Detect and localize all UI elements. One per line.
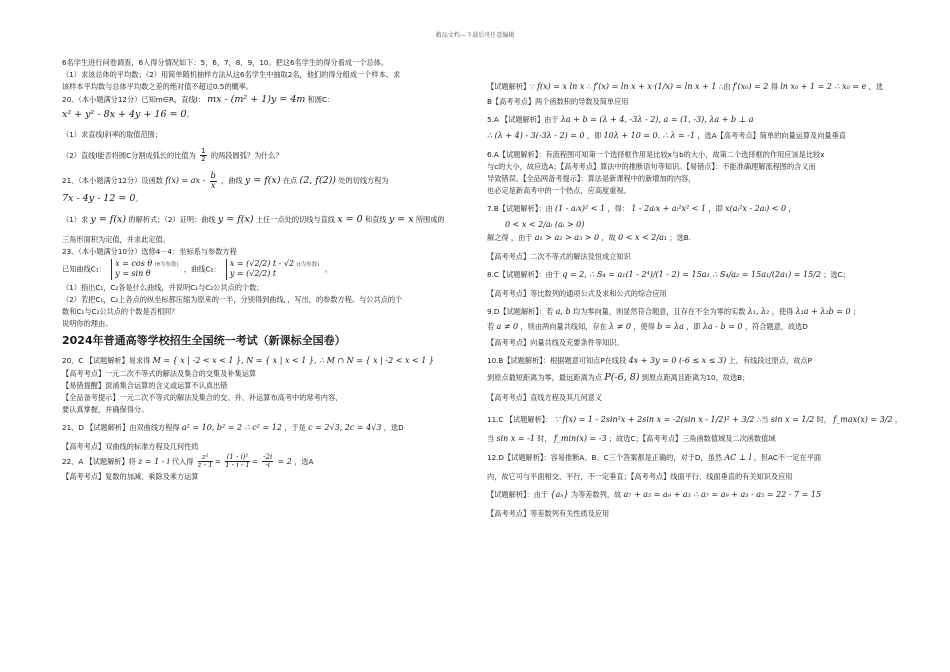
ans9-line2 (487, 322, 892, 332)
ans7-solution: 0 < x < 2/aᵢ (aᵢ > 0) (505, 220, 585, 229)
ratio-num: 1 (201, 146, 206, 155)
q23-part1: （1）指出C₁，C₂各是什么曲线，并说明C₁与C₂公共点的个数； (62, 282, 264, 292)
frac2-den: 1 - i - 1 (225, 460, 250, 469)
q21-part1-a: （1）求 (62, 215, 89, 225)
ans22-line: 22、A 【试题解析】将 z = 1 - i 代入得 $\frac{\text{z²}}{z - 1}$ = $\frac{\text{(1 - i)²}}{1 - i - 1}$ = $\frac{-2i}{-i}$ = 2 ，选A (62, 452, 314, 469)
q21-curve: y = f(x) (244, 175, 281, 187)
ans11-text-b: ∴当 (756, 414, 769, 424)
ans5-line2 (487, 131, 892, 141)
ans9-2d: λ ≠ 0 (609, 322, 631, 331)
ans5-eq2: ∴ (λ + 4) - 3(-3λ - 2) = 0 (487, 131, 585, 140)
ans22-result: = 2 (277, 456, 292, 466)
frac1-num: z² (198, 454, 213, 462)
frac3-num: -2i (263, 452, 273, 461)
q21-part1-b: 的解析式；（2）证明：曲线 (128, 215, 216, 225)
q21-tangent: 7x - 4y - 12 = 0。 (62, 193, 143, 205)
curve-c1-system (111, 259, 178, 280)
q21-text-c: 在点 (282, 176, 298, 186)
ans5-text-c: ，选A【高考考点】简单的向量运算及向量垂直 (697, 131, 846, 140)
ans10-eq: 4x + 3y = 0 (-6 ≤ x ≤ 3) (628, 356, 727, 365)
q23-end: 。 (324, 264, 332, 274)
ans8-text-b: ；选C； (823, 270, 850, 279)
q21-point: (2, f(2)) (299, 175, 336, 187)
ans20-tip2: 要认真掌握，并确保得分。 (62, 404, 149, 414)
ans9-eq: λ₁a + λ₂b = 0 (795, 307, 851, 316)
ans22-frac3 (262, 454, 273, 470)
q21-part1-c: 上任一点处的切线与直线 (255, 215, 335, 225)
c1-x: x = cos θ (115, 258, 153, 268)
q20-ratio-fraction (200, 148, 206, 164)
ans20-keypoint: 【高考考点】一元二次不等式的解法及集合的交集及补集运算 (62, 368, 257, 378)
ans9-2b: a ≠ 0 (496, 322, 519, 331)
ans10-line1 (487, 356, 892, 366)
ans21-line (62, 423, 468, 433)
ans8-eq: q = 2, ∴ S₄ = a₁(1 - 2⁴)/(1 - 2) = 15a₁ ∴ S₄/a₂ = 15a₁/(2a₁) = 15/2 (562, 270, 821, 279)
ans9-text-d: ； (852, 307, 861, 316)
q21-stem (62, 172, 468, 190)
ans7-text-f: ，由于 (510, 233, 533, 242)
q19-line3: 该样本平均数与总体平均数之差的绝对值不超过0.5的概率。 (62, 82, 254, 91)
ans7-text-h: ；选B. (669, 233, 691, 242)
q21-part1-e: 所围成的 (415, 215, 445, 225)
left-column (62, 58, 468, 484)
ans20-line (62, 356, 468, 366)
q23-part3: 说明你的理由。 (62, 318, 113, 328)
q21-curve-ref: y = f(x) (90, 214, 127, 226)
q20-stem (62, 94, 468, 106)
ans6-line3: 导致错误。【全品网备考提示】：算法是新课程中的新增加的内容， (487, 174, 696, 183)
q21-text-b: ，曲线 (221, 176, 243, 186)
ans6-line4: 也必定是新高考中的一个热点，应高度重视。 (487, 186, 631, 195)
q23-stem: 23、（本小题满分10分）选修4－4：坐标系与参数方程 (62, 246, 237, 256)
ans11-2d: f_min(x) = -3 (553, 433, 607, 443)
ans7-eq2: 1 - 2aᵢx + aᵢ²x² < 1 (631, 204, 707, 213)
q21-fraction (210, 172, 217, 190)
c2-param-note: (t为参数) (296, 261, 320, 268)
ans22-frac1 (198, 454, 213, 470)
q20-part2-text: （2）直线l能否将圆C分割成弧长的比值为 (62, 150, 196, 160)
q23-curves (62, 259, 468, 280)
ans7-text-b: ，得： (607, 204, 629, 213)
ans11-text: 11.C 【试题解析】： (487, 414, 553, 424)
ans20-text: 20、C 【试题解析】易求得 (62, 355, 151, 365)
ans7-eq1: (1 - aᵢx)² < 1 (555, 204, 606, 213)
ans13-seq: {aₙ} (550, 489, 569, 499)
ans12-line1 (487, 453, 892, 463)
q21-curve-ref2: y = f(x) (217, 214, 254, 226)
frac1-den: z - 1 (197, 460, 213, 469)
ans23-keypoint: B【高考考点】两个函数积的导数及简单应用 (487, 97, 629, 106)
exam-title: 2024年普通高等学校招生全国统一考试（新课标全国卷） (62, 333, 346, 347)
q21-fraction-num: b (210, 171, 216, 181)
ans9-2c: ，则由两向量共线知，存在 (520, 322, 607, 331)
ans22-text-c: ，选A (294, 456, 314, 466)
ans7-line2 (487, 220, 892, 230)
ans11-2c: 时， (537, 433, 552, 443)
ans10-text-c: 到原点最短距离为零，最远距离为点 (487, 373, 603, 382)
ans11-2a: 当 (487, 433, 495, 443)
q19-line1: 6名学生进行问卷调查，6人得分情况如下：5，6，7，8，9，10。把这6名学生的得分看成一个总体。 (62, 58, 389, 67)
ans7-eq3: x(aᵢ²x - 2aᵢ) < 0 (725, 204, 787, 213)
c1-param-note: (θ为参数) (154, 261, 179, 268)
ans11-eq: ∵ f(x) = 1 - 2sin²x + 2sin x = -2(sin x - 1/2)² + 3/2 (554, 414, 755, 424)
ans9-2i: ，符合题意，故选D (744, 322, 808, 331)
ans11-eq3: f_max(x) = 3/2 (833, 414, 893, 424)
ans12-line2: 内，故它可与平面相交、平行，不一定垂直；【高考考点】线面平行、线面垂直的有关知识及应用 (487, 471, 793, 481)
q20-circle-equation: x² + y² - 8x + 4y + 16 = 0 (62, 108, 187, 120)
q21-fraction-den: x (210, 180, 216, 190)
ans23-text-c: ∴由 (718, 82, 731, 91)
ans22-text-b: 代入得 (171, 456, 194, 466)
ans21-keypoint: 【高考考点】双曲线的标准方程及几何性质 (62, 441, 199, 451)
ans23-fx0: f′(x₀) = 2 (732, 82, 769, 91)
ans13-keypoint: 【高考考点】等差数列有关性质及应用 (487, 508, 610, 518)
ans11-eq2: sin x = 1/2 (770, 414, 815, 424)
ans13-line (487, 490, 892, 500)
ans21-text-b: ，于是 (284, 422, 306, 432)
ans23-result: ln x₀ + 1 = 2 ∴ x₀ = e (780, 82, 867, 91)
q21-part1 (62, 214, 468, 226)
q21-line-yx: y = x (388, 214, 414, 226)
ans20-sets: M = { x | -2 < x < 1 }, N = { x | x < 1 }, ∴ M ∩ N = { x | -2 < x < 1 } (152, 355, 434, 365)
q21-part2: 三角形面积为定值，并求此定值。 (62, 234, 170, 244)
c2-x: x = (√2/2) t - √2 (229, 258, 295, 268)
q23-c2-label: ，曲线C₂： (183, 264, 221, 274)
ans13-eq: a₇ + a₅ = a₉ + a₃ ∴ a₇ = a₉ + a₃ - a₅ = 22 - 7 = 15 (623, 489, 822, 499)
q21-function: f(x) = ax - (165, 176, 206, 186)
ans5-eq3: 10λ + 10 = 0. ∴ λ = -1 (603, 131, 696, 140)
ans10-text-d: 到原点距离且距离为10，故选B； (641, 373, 750, 382)
ans20-tip1: 【全品备考提示】一元二次不等式的解法及集合的交、并、补运算布高考中的常考内容， (62, 392, 343, 402)
q21-text: 21、（本小题满分12分）设函数 (62, 176, 163, 186)
frac2-num: (1 - i)² (226, 452, 249, 461)
ans9-text: 9.D【试题解析】：若 (487, 307, 554, 316)
ans21-text: 21、D 【试题解析】由双曲线方程得 (62, 422, 180, 432)
q21-line-x0: x = 0 (337, 214, 363, 226)
ans9-2g: ，即 (686, 322, 701, 331)
ans22-text: 22、A 【试题解析】将 (62, 456, 136, 466)
ans11-2e: ；故选C；【高考考点】三角函数值域及二次函数值域 (608, 433, 776, 443)
q23-c1-label: 已知曲线C₁： (62, 264, 106, 274)
ans7-text-g: ，故 (601, 233, 616, 242)
q20-part2-text-b: 的两段圆弧？为什么？ (210, 150, 283, 160)
ans7-text: 7.B【试题解析】：由 (487, 204, 553, 213)
ans11-2b: sin x = -1 (496, 433, 535, 443)
q20-text: 20、（本小题满分12分）已知m∈R，直线l： (62, 95, 205, 104)
ans6-line1: 6.A【试题解析】：有流程图可知第一个选择框作用是比较x与b的大小，故第二个选择框的作用应该是比较x (487, 150, 825, 159)
ans22-frac2 (225, 454, 250, 470)
ans8-line (487, 270, 892, 280)
q20-text-b: 和圆C： (307, 95, 335, 104)
ans12-ac: AC ⊥ l (724, 452, 752, 462)
ans23-text: 【试题解析】∵ (487, 82, 535, 91)
ans7-text-c: ，即 (708, 204, 723, 213)
ans8-text: 8.C【试题解析】：由于 (487, 270, 560, 279)
ans11-text-c: 时， (816, 414, 831, 424)
ans11-line1 (487, 414, 903, 425)
ans22-keypoint: 【高考考点】复数的加减、乘除及乘方运算 (62, 472, 199, 482)
ans23-text-e: ，选 (868, 82, 884, 91)
curve-c2-system (226, 259, 319, 280)
ans7-keypoint: 【高考考点】二次不等式的解法及恒成立知识 (487, 252, 631, 261)
ans9-2e: ，使得 (633, 322, 655, 331)
ans11-text-d: ， (894, 414, 903, 424)
ans10-text-b: 上，有线段过原点，故点P (728, 356, 812, 365)
frac3-den: -i (265, 460, 270, 469)
c1-y: y = sin θ (115, 269, 151, 279)
ans12-text: 12.D【试题解析】：容易推断A、B、C三个答案都是正确的，对于D，虽然 (487, 452, 723, 462)
ans9-ab: a, b (555, 307, 571, 316)
ans10-line2 (487, 372, 892, 384)
ans20-error: 【易错提醒】混淆集合运算的含义或运算不认真出错 (62, 380, 228, 390)
ans7-text-e: 解之得 (487, 233, 509, 242)
right-column (487, 82, 903, 521)
ans8-keypoint: 【高考考点】等比数列的通项公式及求和公式的综合应用 (487, 289, 667, 298)
ans7-line1 (487, 204, 892, 214)
ans5-text: 5.A 【试题解析】由于 (487, 115, 559, 124)
ans23-text-d: 得 (770, 82, 778, 91)
ans9-keypoint: 【高考考点】向量共线及充要条件等知识。 (487, 338, 624, 347)
ans5-text-b: ，即 (586, 131, 602, 140)
ans7-order: a₁ > a₂ > a₃ > 0 (534, 233, 600, 242)
q20-part1: （1）求直线l斜率的取值范围； (62, 129, 163, 139)
ans7-result: 0 < x < 2/a₁ (618, 233, 668, 242)
ans6-line2: 与c的大小，故应选A；【高考考点】算法中的推断语句等知识。【易错点】：不能准确理解流程图的含义而 (487, 162, 816, 171)
c2-y: y = (√2/2) t (229, 269, 277, 279)
ans11-line2 (487, 434, 892, 444)
q23-part2-cont: 数和C₁与C₂公共点的个数是否相同？ (62, 306, 179, 316)
ans9-text-c: ，使得 (771, 307, 794, 316)
ans5-line (487, 115, 892, 125)
q21-text-d: 处的切线方程为 (338, 176, 389, 186)
q20-circle: x² + y² - 8x + 4y + 16 = 0。 (62, 108, 194, 120)
ans23-f: f(x) = x ln x (537, 82, 585, 91)
ans13-text: 【试题解析】：由于 (487, 489, 549, 499)
ans23-therefore: ∴ (586, 82, 592, 91)
ans12-text-b: ，但AC不一定在平面 (753, 452, 822, 462)
ans10-point: P(-6, 8) (604, 372, 640, 383)
ans9-2h: λa - b = 0 (702, 322, 743, 331)
ans23-line (487, 82, 892, 92)
q20-part2 (62, 148, 468, 164)
ans9-lambdas: λ₁, λ₂ (747, 307, 770, 316)
ratio-den: 2 (201, 155, 206, 164)
q21-part1-d: 和直线 (364, 215, 387, 225)
q19-line2: （1）求该总体的平均数；（2）用简单随机抽样方法从这6名学生中抽取2名，他们的得分组成一个样本。求 (62, 70, 401, 79)
ans7-text-d: ， (788, 204, 796, 213)
ans9-text-b: 均为零向量，则显然符合题意，且存在不全为零的实数 (572, 307, 746, 316)
ans22-z: z = 1 - i (138, 456, 170, 466)
ans7-line3 (487, 233, 892, 243)
ans9-line1 (487, 307, 892, 317)
q20-line-equation: mx - (m² + 1)y = 4m (207, 94, 306, 105)
ans9-2f: b = λa (657, 322, 684, 331)
ans21-text-c: ，选D (383, 422, 404, 432)
ans13-text-b: 为等差数列，故 (570, 489, 622, 499)
page-header: 精品文档---下载后可任意编辑 (435, 32, 515, 39)
q21-tangent-equation: 7x - 4y - 12 = 0 (62, 193, 136, 205)
q23-part2: （2）若把C₁，C₂上各点的纵坐标都压缩为原来的一半，分别得到曲线，，写出，的参数方程。与公共点的个 (62, 294, 403, 304)
ans10-keypoint: 【高考考点】直线方程及其几何意义 (487, 392, 603, 402)
ans10-text: 10.B【试题解析】：根据题意可知点P在线段 (487, 356, 627, 365)
ans21-eq: a² = 10, b² = 2 ∴ c² = 12 (181, 422, 282, 432)
ans21-eq2: c = 2√3, 2c = 4√3 (308, 422, 382, 432)
ans9-2a: 若 (487, 322, 495, 331)
ans23-derivative: f′(x) = ln x + x·(1/x) = ln x + 1 (593, 82, 717, 91)
ans5-eq: λa + b = (λ + 4, -3λ - 2), a = (1, -3), λa + b ⊥ a (560, 115, 754, 124)
